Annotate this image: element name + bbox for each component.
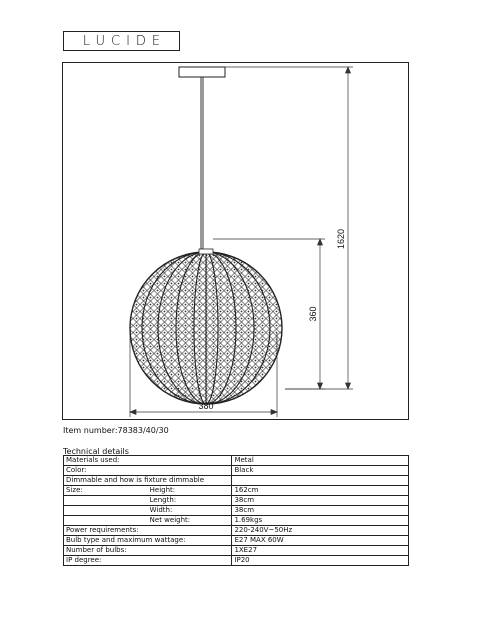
spec-row-color (64, 466, 409, 476)
spec-label: Color: (64, 466, 232, 476)
spec-label: Materials used: (64, 456, 232, 466)
dimension-label-shade-width: 380 (198, 401, 214, 411)
spec-label: IP degree: (64, 556, 232, 566)
spec-value: 38cm (232, 506, 409, 516)
dimension-label-total-height: 1620 (336, 228, 346, 250)
technical-drawing (62, 62, 409, 420)
spec-value: 220-240V~50Hz (232, 526, 409, 536)
lucide-logo (63, 31, 180, 51)
spec-sublabel: Net weight: (148, 516, 232, 526)
spec-sublabel: Width: (148, 506, 232, 516)
spec-label (64, 516, 148, 526)
logo-text: LUCIDE (82, 33, 167, 49)
spec-value: 38cm (232, 496, 409, 506)
spec-value: 1.69kgs (232, 516, 409, 526)
spec-label: Number of bulbs: (64, 546, 232, 556)
spec-row-width (64, 506, 409, 516)
spec-label: Dimmable and how is fixture dimmable (64, 476, 232, 486)
spec-value: 1XE27 (232, 546, 409, 556)
technical-details-title: Technical details (63, 447, 129, 456)
spec-row-dimmable (64, 476, 409, 486)
spec-row-power (64, 526, 409, 536)
ceiling-canopy (179, 67, 225, 77)
spec-row-length (64, 496, 409, 506)
spherical-shade (130, 249, 282, 404)
spec-row-bulb-count (64, 546, 409, 556)
spec-row-bulb-type (64, 536, 409, 546)
spec-label: Bulb type and maximum wattage: (64, 536, 232, 546)
spec-label: Size: (64, 486, 148, 496)
spec-sublabel: Height: (148, 486, 232, 496)
technical-details-table (63, 455, 409, 566)
spec-value: 162cm (232, 486, 409, 496)
spec-value: E27 MAX 60W (232, 536, 409, 546)
spec-row-materials (64, 456, 409, 466)
spec-value: Metal (232, 456, 409, 466)
spec-value: Black (232, 466, 409, 476)
dimension-label-shade-height: 360 (308, 306, 318, 322)
spec-label (64, 496, 148, 506)
item-number: Item number:78383/40/30 (63, 426, 169, 435)
pendant-lamp-drawing (63, 63, 410, 421)
spec-value: IP20 (232, 556, 409, 566)
spec-row-ip-degree (64, 556, 409, 566)
spec-value (232, 476, 409, 486)
spec-label: Power requirements: (64, 526, 232, 536)
spec-sublabel: Length: (148, 496, 232, 506)
spec-row-net-weight (64, 516, 409, 526)
spec-label (64, 506, 148, 516)
spec-row-height (64, 486, 409, 496)
